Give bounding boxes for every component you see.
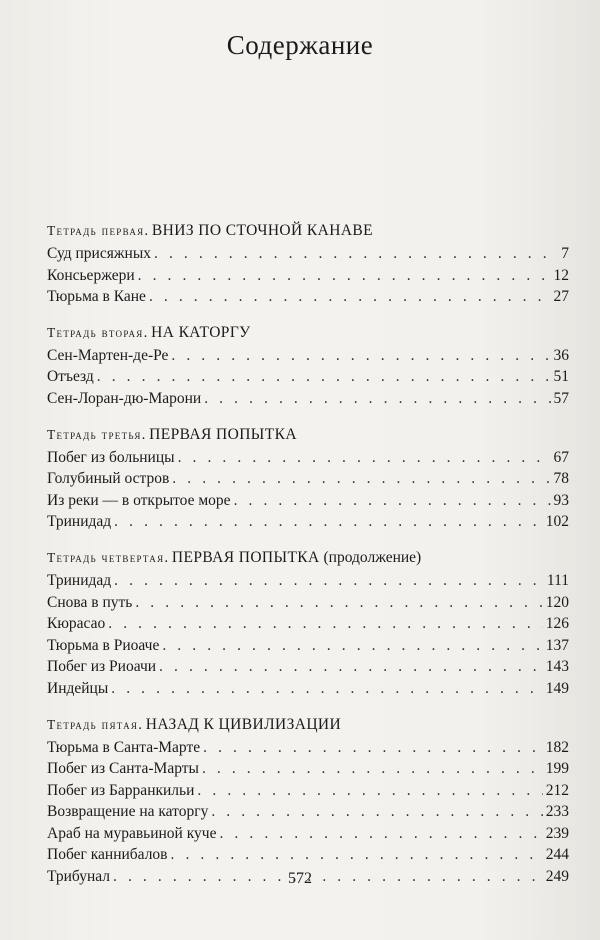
entry-title: Тюрьма в Санта-Марте [47,738,201,756]
entry-title: Араб на муравьиной куче [47,824,217,842]
entry-title: Консьержери [47,266,135,284]
entry-page: 27 [553,288,569,306]
toc-part [47,545,569,700]
dot-leader [108,613,543,635]
entry-title: Возвращение на каторгу [47,803,209,821]
toc-entry [47,592,569,614]
toc-entry [47,656,569,678]
toc-entry [47,678,569,700]
part-label: Тетрадь третья [47,426,142,442]
dot-leader [171,844,543,866]
part-heading: Тетрадь пятая. НАЗАД К ЦИВИЛИЗАЦИИ [47,715,342,733]
entry-title: Тюрьма в Риоаче [47,636,160,654]
dot-leader [159,656,543,678]
toc-entry [47,388,569,410]
entry-page: 199 [545,760,569,778]
toc-entry [47,758,569,780]
entry-page: 111 [546,571,569,589]
dot-leader [204,388,550,410]
toc-entry [47,243,569,265]
part-name: ВНИЗ ПО СТОЧНОЙ КАНАВЕ [151,222,374,239]
toc-entry [47,823,569,845]
dot-leader [202,758,543,780]
part-name: НА КАТОРГУ [151,323,251,341]
dot-leader [154,243,558,265]
dot-leader [197,780,542,802]
entry-page: 67 [553,448,569,466]
part-heading: Тетрадь четвертая. ПЕРВАЯ ПОПЫТКА (продолжение) [47,548,422,566]
entry-page: 78 [553,470,569,488]
entry-page: 149 [545,679,569,697]
dot-leader [138,265,551,287]
part-label: Тетрадь пятая [47,716,139,732]
entry-title: Снова в путь [47,593,133,611]
part-label: Тетрадь четвертая [47,549,165,565]
entry-title: Кюрасао [47,615,106,633]
entry-page: 51 [553,368,569,386]
toc-entry [47,511,569,533]
toc-entry [47,366,569,388]
dot-leader [149,286,551,308]
entry-title: Побег каннибалов [47,846,168,864]
entry-page: 12 [553,266,569,284]
dot-leader [234,490,551,512]
entry-title: Побег из больницы [47,448,175,466]
entry-title: Тринидад [47,513,112,531]
entry-page: 212 [545,781,569,799]
toc-entry [47,635,569,657]
dot-leader [114,511,543,533]
toc-part [47,712,569,888]
toc-entry [47,570,569,592]
entry-title: Побег из Барранкильи [47,781,195,799]
dot-leader [203,737,543,759]
part-heading: Тетрадь первая. ВНИЗ ПО СТОЧНОЙ КАНАВЕ [47,222,374,239]
table-of-contents [47,218,569,900]
part-heading: Тетрадь вторая. НА КАТОРГУ [47,323,251,341]
toc-entry [47,490,569,512]
entry-page: 93 [553,491,569,509]
entry-page: 102 [545,513,569,531]
entry-title: Тринидад [47,571,112,589]
entry-page: 249 [545,868,569,886]
dot-leader [171,345,550,367]
entry-title: Суд присяжных [47,245,152,262]
dot-leader [111,678,542,700]
part-label: Тетрадь вторая [47,324,144,340]
toc-entry [47,737,569,759]
entry-page: 36 [553,346,569,364]
dot-leader [97,366,551,388]
entry-title: Трибунал [47,868,111,886]
entry-title: Отъезд [47,368,94,386]
part-name: ПЕРВАЯ ПОПЫТКА [171,548,320,566]
entry-title: Сен-Мартен-де-Ре [47,346,169,364]
dot-leader [219,823,542,845]
dot-leader [114,570,544,592]
toc-entry [47,801,569,823]
entry-title: Тюрьма в Кане [47,288,146,306]
toc-entry [47,844,569,866]
entry-title: Из реки — в открытое море [47,491,231,509]
dot-leader [178,447,551,469]
dot-leader [162,635,542,657]
dot-leader [135,592,542,614]
entry-page: 244 [545,846,569,864]
toc-entry [47,780,569,802]
entry-page: 57 [553,389,569,407]
entry-page: 137 [545,636,569,654]
page-title: Содержание [226,30,374,60]
dot-leader [172,468,550,490]
page-number: 572 [288,870,312,887]
entry-page: 126 [545,615,569,633]
dot-leader [211,801,542,823]
toc-entry [47,345,569,367]
entry-page: 120 [545,593,569,611]
part-heading: Тетрадь третья. ПЕРВАЯ ПОПЫТКА [47,425,297,443]
entry-title: Побег из Санта-Марты [47,760,199,778]
part-name: НАЗАД К ЦИВИЛИЗАЦИИ [145,715,342,733]
toc-part [47,320,569,410]
toc-entry [47,613,569,635]
entry-page: 7 [561,245,569,262]
part-name: ПЕРВАЯ ПОПЫТКА [149,425,297,443]
entry-title: Сен-Лоран-дю-Марони [47,389,202,407]
toc-entry [47,447,569,469]
entry-title: Голубиный остров [47,470,170,488]
entry-page: 239 [545,824,569,842]
entry-page: 233 [545,803,569,821]
part-label: Тетрадь первая [47,223,145,238]
entry-page: 182 [545,738,569,756]
entry-title: Побег из Риоачи [47,658,157,676]
toc-entry [47,286,569,308]
toc-part [47,422,569,533]
entry-page: 143 [545,658,569,676]
toc-entry [47,265,569,287]
part-note: (продолжение) [323,548,422,566]
toc-entry [47,468,569,490]
toc-part [47,218,569,308]
entry-title: Индейцы [47,679,109,697]
